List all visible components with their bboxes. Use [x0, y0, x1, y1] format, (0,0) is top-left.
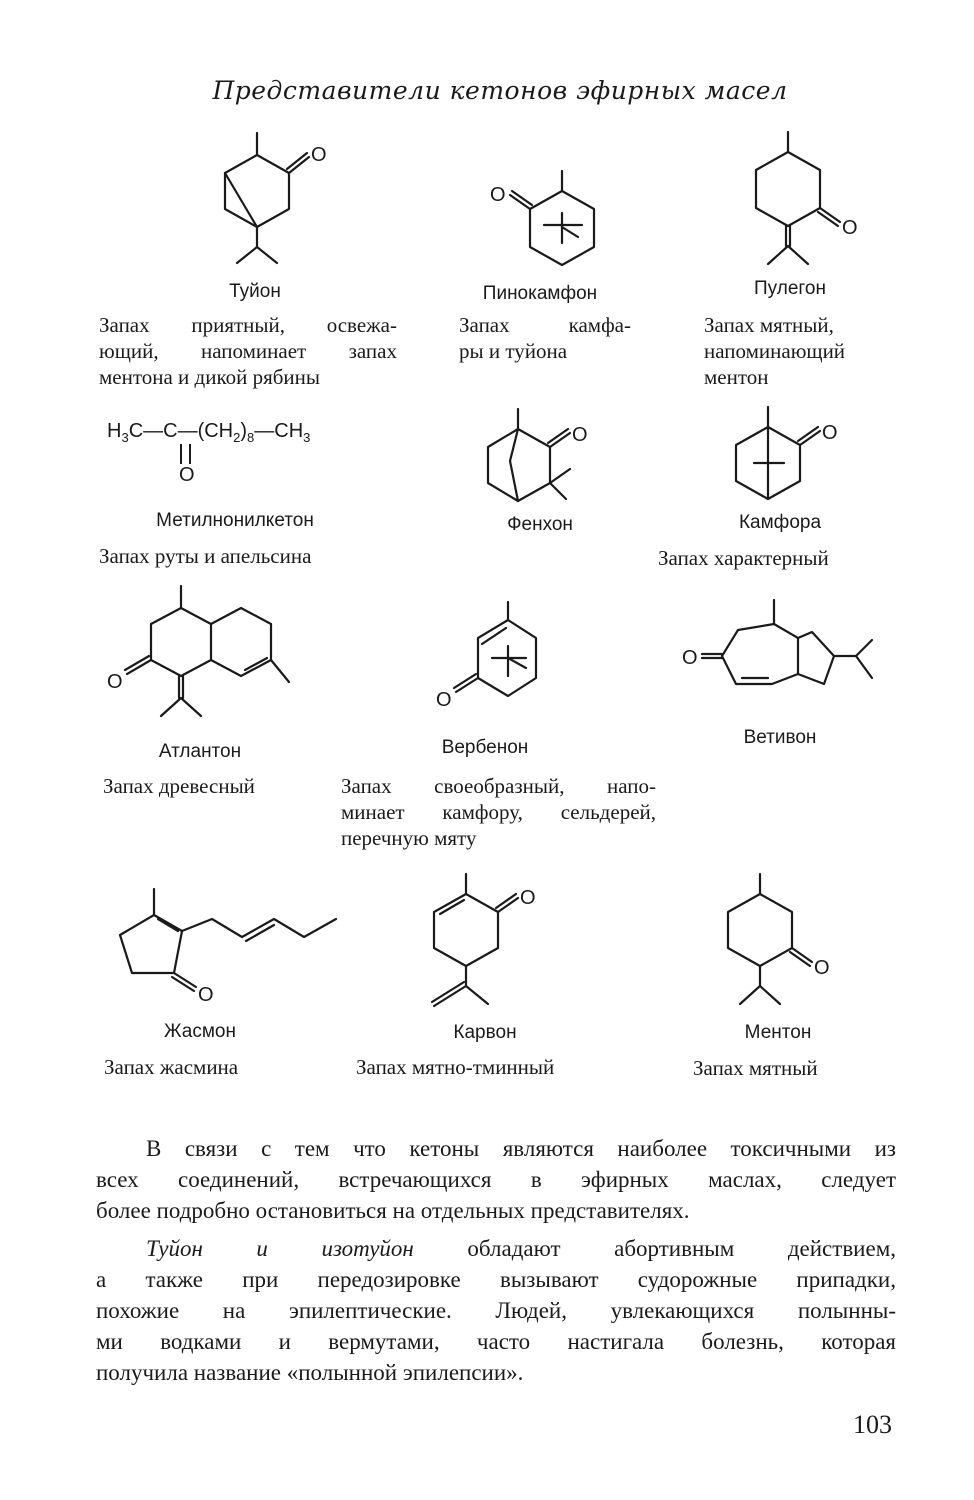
oxygen-label: O — [572, 424, 588, 446]
carvone-structure — [420, 870, 550, 1020]
methylnonylketone-name: Метилнонилкетон — [156, 510, 314, 531]
vetivone-name: Ветивон — [743, 727, 817, 748]
oxygen-label: O — [107, 671, 123, 693]
oxygen-label: O — [814, 957, 830, 979]
oxygen-label: O — [822, 422, 838, 444]
thujone-name: Туйон — [229, 281, 281, 302]
methylnonylketone-description: Запах руты и апельсина — [99, 544, 312, 568]
body-paragraph-2: Туйон и изотуйон обладают абортивным действием, а также при передозировке вызывают судорожные припадки, похожие на эпилептические. Людей, увлекающихся полынны- ми водками и вермутами, часто настигала болезнь, которая получила название «полынной эпилепсии». — [96, 1236, 896, 1385]
thujone-structure — [205, 125, 345, 275]
italic-term: Туйон и изотуйон — [146, 1236, 414, 1261]
thujone-description: Запах приятный, освежа- ющий, напоминает запах ментона и дикой рябины — [99, 313, 397, 389]
verbenone-name: Вербенон — [441, 737, 529, 758]
menthone-structure — [712, 870, 842, 1020]
carvone-name: Карвон — [453, 1022, 517, 1043]
body-paragraph-1: В связи с тем что кетоны являются наиболее токсичными из всех соединений, встречающихся в эфирных маслах, следует более подробно остановиться на отдельных представителях. — [96, 1136, 896, 1223]
camphor-structure — [730, 405, 860, 515]
verbenone-description: Запах своеобразный, напо- минает камфору, сельдерей, перечную мяту — [341, 774, 656, 850]
oxygen-label: O — [520, 887, 536, 909]
pinocamphone-structure — [482, 165, 612, 275]
oxygen-label: O — [682, 647, 698, 669]
oxygen-label: O — [842, 217, 858, 239]
methylnonylketone-formula: $H_3C—C—(CH_2)_8—CH_3$ O — [107, 420, 311, 486]
fenchone-structure — [480, 405, 610, 515]
fenchone-name: Фенхон — [507, 514, 573, 535]
page-number: 103 — [853, 1410, 892, 1439]
carvone-description: Запах мятно-тминный — [356, 1055, 555, 1079]
pulegone-description: Запах мятный, напоминающий ментон — [704, 313, 846, 389]
atlantone-structure — [105, 582, 305, 732]
oxygen-label: O — [436, 689, 452, 711]
atlantone-name: Атлантон — [158, 741, 242, 762]
camphor-name: Камфора — [738, 512, 822, 533]
vetivone-structure — [680, 598, 890, 708]
oxygen-label: O — [198, 984, 214, 1006]
page-title: Представители кетонов эфирных масел — [212, 76, 788, 105]
atlantone-description: Запах древесный — [103, 774, 255, 798]
oxygen-label: O — [179, 464, 195, 486]
menthone-name: Ментон — [744, 1022, 812, 1043]
pinocamphone-name: Пинокамфон — [482, 283, 598, 304]
pulegone-structure — [740, 128, 870, 273]
oxygen-label: O — [311, 144, 327, 166]
jasmone-description: Запах жасмина — [104, 1055, 239, 1079]
carbonyl-double-bond — [180, 444, 191, 464]
pulegone-name: Пулегон — [754, 278, 826, 299]
oxygen-label: O — [490, 184, 506, 206]
menthone-description: Запах мятный — [693, 1056, 818, 1080]
camphor-description: Запах характерный — [658, 546, 829, 570]
jasmone-structure — [110, 885, 350, 1005]
verbenone-structure — [430, 598, 560, 718]
pinocamphone-description: Запах камфа- ры и туйона — [459, 313, 631, 363]
jasmone-name: Жасмон — [164, 1021, 236, 1042]
